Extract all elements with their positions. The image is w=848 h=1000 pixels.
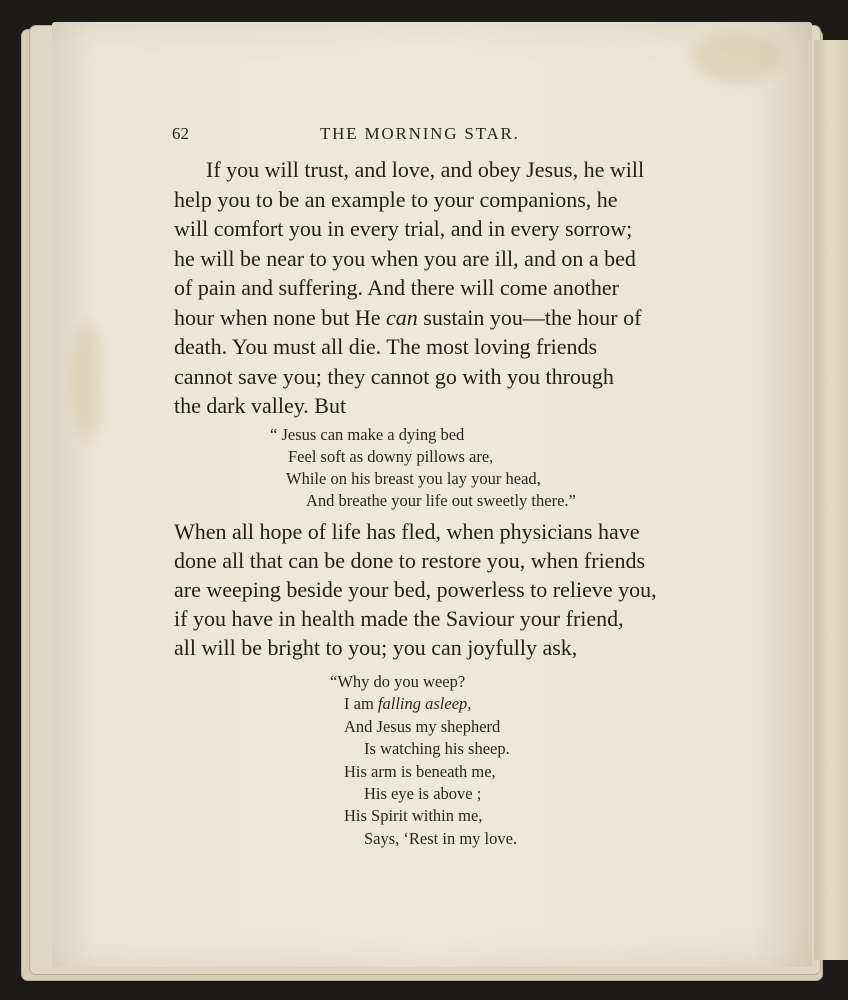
text-line: are weeping beside your bed, powerless to relieve you, [174,577,657,602]
text-line: done all that can be done to restore you, when friends [174,548,646,573]
verse-line: Says, ‘Rest in my love. [364,828,518,848]
paragraph-hope [174,517,699,662]
text-line: When all hope of life has fled, when physicians have [174,519,640,544]
text-line: of pain and suffering. And there will come another [174,275,619,300]
verse-line: His arm is beneath me, [344,761,496,781]
text-line: all will be bright to you; you can joyfully ask, [174,635,578,660]
page-header [0,124,848,146]
text-line-with-emphasis [174,303,699,333]
verse-dying-bed [270,424,576,512]
verse-why-weep [330,671,517,850]
running-title: THE MORNING STAR. [320,124,520,143]
text-line: the dark valley. But [174,393,347,418]
facing-page-edge [814,40,848,960]
text-line: will comfort you in every trial, and in every sorrow; [174,216,633,241]
page-stain [72,322,102,442]
verse-line: “Why do you weep? [330,672,466,691]
verse-line: “ Jesus can make a dying bed [270,425,465,444]
text-fragment: hour when none but He [174,304,381,330]
text-line: help you to be an example to your companions, he [174,186,618,212]
verse-line: Is watching his sheep. [364,739,510,759]
emphasis-can: can [386,304,418,330]
text-line: cannot save you; they cannot go with you through [174,363,614,389]
text-fragment: sustain you—the hour of [423,304,642,330]
verse-line-with-emphasis [330,693,517,715]
verse-line: While on his breast you lay your head, [286,469,541,488]
verse-line: And breathe your life out sweetly there.” [306,491,576,510]
paragraph-trust [174,155,699,421]
verse-line: Feel soft as downy pillows are, [288,447,494,466]
verse-line: And Jesus my shepherd [344,716,501,736]
text-line: if you have in health made the Saviour your friend, [174,606,624,631]
text-line: death. You must all die. The most loving friends [174,334,598,359]
verse-line: His eye is above ; [364,784,482,804]
emphasis-falling-asleep: falling asleep, [377,694,472,714]
page-stain [692,32,782,82]
page-number: 62 [172,124,189,143]
verse-line: His Spirit within me, [344,806,483,826]
text-fragment: I am [344,694,374,714]
text-line: If you will trust, and love, and obey Jesus, he will [206,157,645,182]
text-line: he will be near to you when you are ill, and on a bed [174,245,636,271]
